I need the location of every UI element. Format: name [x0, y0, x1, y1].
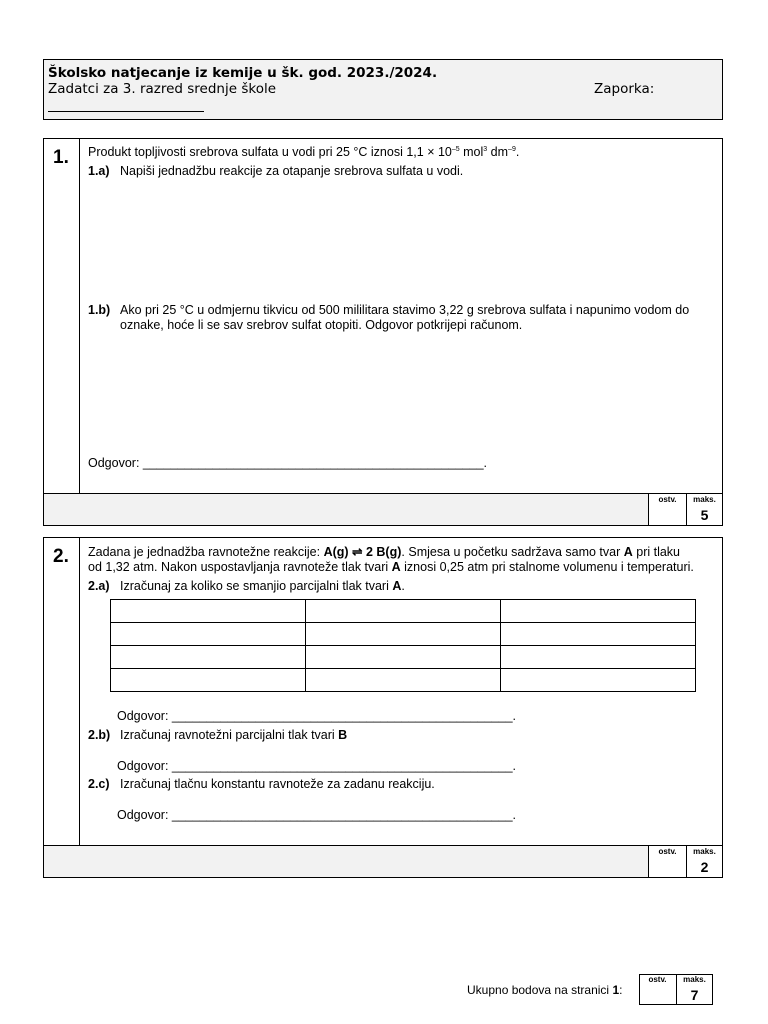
task-intro: Zadana je jednadžba ravnotežne reakcije: A(g) ⇌ 2 B(g). Smjesa u početku sadržava samo tvar A pri tlaku [88, 545, 681, 559]
subtask-label: 1.b) [88, 303, 111, 317]
score-max-label: maks. [693, 847, 716, 856]
code-field-line[interactable] [48, 111, 204, 112]
task-intro-line2: od 1,32 atm. Nakon uspostavljanja ravnoteže tlak tvari A iznosi 0,25 atm pri stalnome volumenu i temperaturi. [88, 560, 694, 574]
task-intro: Produkt topljivosti srebrova sulfata u vodi pri 25 °C iznosi $1,1 \times 10^{-5}$ mol$^3$ $dm^{-9}$. [88, 145, 520, 159]
answer-line[interactable]: Odgovor: _________________________________________________. [117, 759, 517, 773]
exam-title: Školsko natjecanje iz kemije u šk. god. 2023./2024. [48, 65, 438, 81]
page-total-label: Ukupno bodova na stranici 1: [467, 983, 623, 997]
score-footer [44, 493, 722, 525]
answer-line[interactable]: Odgovor: _________________________________________________. [117, 808, 517, 822]
score-max-value: 7 [690, 987, 699, 1003]
subtask-label: 2.b) [88, 728, 111, 742]
subtask-text: Izračunaj za koliko se smanjio parcijalni tlak tvari A. [120, 579, 405, 593]
exam-header [43, 59, 723, 120]
answer-table[interactable] [110, 599, 696, 692]
score-footer [44, 845, 722, 877]
score-max-label: maks. [683, 975, 706, 984]
subtask-text: Napiši jednadžbu reakcije za otapanje srebrova sulfata u vodi. [120, 164, 464, 178]
score-box [648, 846, 722, 877]
score-max-value: 2 [700, 859, 709, 875]
score-max-value: 5 [700, 507, 709, 523]
task-2 [43, 537, 723, 878]
answer-line[interactable]: Odgovor: _________________________________________________. [117, 709, 517, 723]
score-achieved-label: ostv. [658, 847, 677, 856]
score-box [648, 494, 722, 525]
task-1 [43, 138, 723, 526]
exam-subtitle: Zadatci za 3. razred srednje škole [48, 81, 277, 97]
score-achieved-label: ostv. [648, 975, 667, 984]
task-number-column [44, 538, 80, 847]
task-number: 1. [53, 147, 69, 168]
answer-line[interactable]: Odgovor: _________________________________________________. [88, 456, 488, 470]
subtask-label: 2.c) [88, 777, 110, 791]
score-max-label: maks. [693, 495, 716, 504]
subtask-text: Ako pri 25 °C u odmjernu tikvicu od 500 mililitara stavimo 3,22 g srebrova sulfata i napunimo vodom do oznake, hoće li se sav srebrov sulfat otopiti. Odgovor potkrijepi računom. [120, 303, 690, 332]
subtask-label: 1.a) [88, 164, 110, 178]
subtask-text: Izračunaj ravnotežni parcijalni tlak tvari B [120, 728, 348, 742]
code-label: Zaporka: [594, 81, 655, 97]
task-number: 2. [53, 546, 69, 567]
task-number-column [44, 139, 80, 495]
score-achieved-label: ostv. [658, 495, 677, 504]
subtask-text: Izračunaj tlačnu konstantu ravnoteže za zadanu reakciju. [120, 777, 435, 791]
subtask-label: 2.a) [88, 579, 110, 593]
page-total-score-box [639, 974, 713, 1005]
